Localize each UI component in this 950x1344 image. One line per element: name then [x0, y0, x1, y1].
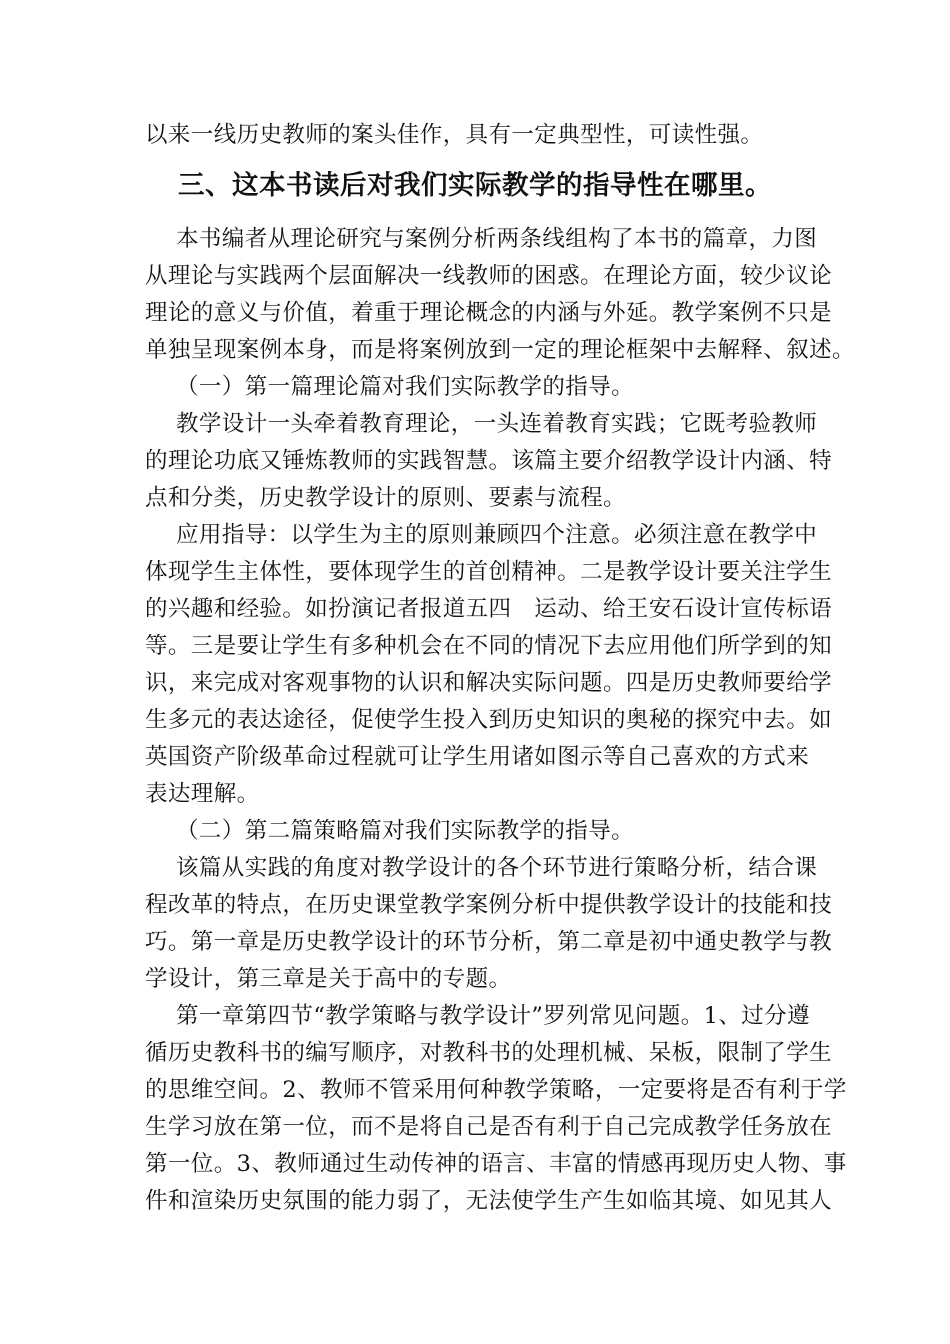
text-line: 巧。第一章是历史教学设计的环节分析，第二章是初中通史教学与教 [145, 929, 833, 955]
text-line: 程改革的特点，在历史课堂教学案例分析中提供教学设计的技能和技 [145, 892, 833, 918]
text-line: 循历史教科书的编写顺序，对教科书的处理机械、呆板，限制了学生 [145, 1040, 833, 1066]
text-line: 第一位。3、教师通过生动传神的语言、丰富的情感再现历史人物、事 [145, 1151, 847, 1177]
text-line: 的兴趣和经验。如扮演记者报道五四 运动、给王安石设计宣传标语 [145, 596, 833, 622]
text-line: 理论的意义与价值，着重于理论概念的内涵与外延。教学案例不只是 [145, 300, 833, 326]
text-line: 以来一线历史教师的案头佳作，具有一定典型性，可读性强。 [145, 122, 764, 148]
text-line: 识，来完成对客观事物的认识和解决实际问题。四是历史教师要给学 [145, 670, 833, 696]
text-line: 从理论与实践两个层面解决一线教师的困惑。在理论方面，较少议论 [145, 263, 833, 289]
subsection-heading: （二）第二篇策略篇对我们实际教学的指导。 [176, 818, 635, 844]
text-line: 体现学生主体性，要体现学生的首创精神。二是教学设计要关注学生 [145, 559, 833, 585]
text-line: 点和分类，历史教学设计的原则、要素与流程。 [145, 485, 626, 511]
section-heading: 三、这本书读后对我们实际教学的指导性在哪里。 [178, 170, 772, 201]
text-line: 学设计，第三章是关于高中的专题。 [145, 966, 512, 992]
text-line: 件和渲染历史氛围的能力弱了，无法使学生产生如临其境、如见其人 [145, 1188, 833, 1214]
text-line: 生多元的表达途径，促使学生投入到历史知识的奥秘的探究中去。如 [145, 707, 833, 733]
text-line: 生学习放在第一位，而不是将自己是否有利于自己完成教学任务放在 [145, 1114, 833, 1140]
text-line: 表达理解。 [145, 781, 260, 807]
paragraph-first-line: 第一章第四节“教学策略与教学设计”罗列常见问题。1、过分遵 [176, 1003, 810, 1029]
paragraph-first-line: 本书编者从理论研究与案例分析两条线组构了本书的篇章，力图 [176, 226, 818, 252]
paragraph-first-line: 教学设计一头牵着教育理论，一头连着教育实践；它既考验教师 [176, 411, 818, 437]
paragraph-first-line: 应用指导：以学生为主的原则兼顾四个注意。必须注意在教学中 [176, 522, 818, 548]
paragraph-first-line: 该篇从实践的角度对教学设计的各个环节进行策略分析，结合课 [176, 855, 818, 881]
text-line: 的理论功底又锤炼教师的实践智慧。该篇主要介绍教学设计内涵、特 [145, 448, 833, 474]
text-line: 单独呈现案例本身，而是将案例放到一定的理论框架中去解释、叙述。 [145, 337, 855, 363]
text-line: 英国资产阶级革命过程就可让学生用诸如图示等自己喜欢的方式来 [145, 744, 810, 770]
subsection-heading: （一）第一篇理论篇对我们实际教学的指导。 [176, 374, 635, 400]
text-line: 等。三是要让学生有多种机会在不同的情况下去应用他们所学到的知 [145, 633, 833, 659]
text-line: 的思维空间。2、教师不管采用何种教学策略，一定要将是否有利于学 [145, 1077, 847, 1103]
